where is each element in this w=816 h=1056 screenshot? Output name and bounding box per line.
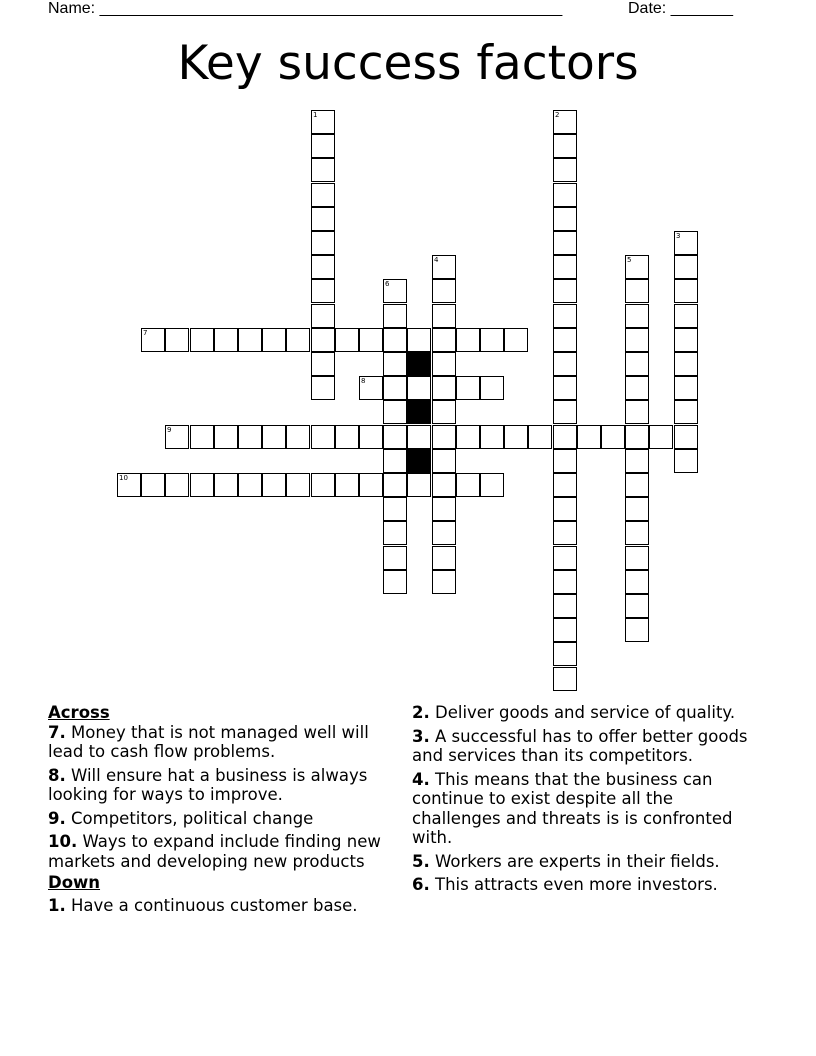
crossword-cell[interactable] (383, 304, 407, 328)
crossword-cell[interactable] (553, 255, 577, 279)
clue-number-label: 9 (167, 426, 172, 434)
crossword-cell[interactable] (432, 546, 456, 570)
crossword-cell[interactable] (335, 473, 359, 497)
crossword-cell[interactable] (553, 134, 577, 158)
crossword-cell[interactable] (432, 279, 456, 303)
across-clue-8 (48, 766, 398, 805)
crossword-cell[interactable] (311, 183, 335, 207)
crossword-cell[interactable] (625, 618, 649, 642)
crossword-cell[interactable] (625, 352, 649, 376)
crossword-cell[interactable] (553, 328, 577, 352)
crossword-cell[interactable] (286, 473, 310, 497)
crossword-cell[interactable] (407, 473, 431, 497)
crossword-cell[interactable] (553, 594, 577, 618)
crossword-cell[interactable] (214, 473, 238, 497)
clue-text: Money that is not managed well will lead to cash flow problems. (48, 722, 369, 761)
across-clue-7 (48, 723, 398, 762)
crossword-cell[interactable] (190, 328, 214, 352)
crossword-cell[interactable] (553, 352, 577, 376)
crossword-cell[interactable] (286, 328, 310, 352)
crossword-cell[interactable] (262, 473, 286, 497)
crossword-cell[interactable] (480, 425, 504, 449)
crossword-cell[interactable] (553, 304, 577, 328)
crossword-cell[interactable] (625, 376, 649, 400)
crossword-cell[interactable] (625, 400, 649, 424)
clue-number-label: 4 (434, 256, 439, 264)
crossword-cell[interactable] (432, 425, 456, 449)
crossword-cell[interactable] (238, 473, 262, 497)
crossword-cell[interactable] (553, 473, 577, 497)
crossword-black-cell (407, 449, 431, 473)
crossword-cell[interactable] (553, 425, 577, 449)
crossword-cell[interactable] (553, 497, 577, 521)
crossword-cell[interactable] (383, 352, 407, 376)
crossword-cell[interactable] (553, 279, 577, 303)
crossword-cell[interactable] (407, 425, 431, 449)
crossword-cell[interactable] (674, 328, 698, 352)
crossword-cell[interactable] (553, 183, 577, 207)
crossword-cell[interactable] (553, 521, 577, 545)
crossword-cell[interactable] (553, 207, 577, 231)
crossword-cell[interactable] (674, 449, 698, 473)
clue-number-label: 5 (627, 256, 632, 264)
crossword-cell[interactable] (553, 400, 577, 424)
crossword-cell[interactable] (311, 134, 335, 158)
crossword-cell[interactable] (432, 376, 456, 400)
crossword-cell[interactable] (432, 497, 456, 521)
down-clue-3 (412, 727, 762, 766)
crossword-cell[interactable] (432, 352, 456, 376)
crossword-cell[interactable] (456, 473, 480, 497)
crossword-cell[interactable] (625, 279, 649, 303)
crossword-cell[interactable] (674, 400, 698, 424)
crossword-cell[interactable] (674, 304, 698, 328)
crossword-black-cell (407, 352, 431, 376)
crossword-cell[interactable] (553, 231, 577, 255)
clue-text: Have a continuous customer base. (71, 895, 358, 915)
crossword-cell[interactable] (553, 642, 577, 666)
crossword-cell[interactable] (504, 425, 528, 449)
clues-right-column (412, 703, 762, 899)
crossword-cell[interactable] (625, 304, 649, 328)
crossword-cell[interactable] (649, 425, 673, 449)
crossword-cell[interactable] (311, 425, 335, 449)
clue-number-label: 2 (555, 111, 560, 119)
crossword-cell[interactable] (262, 328, 286, 352)
crossword-cell[interactable] (625, 570, 649, 594)
crossword-cell[interactable] (238, 328, 262, 352)
crossword-cell[interactable] (674, 255, 698, 279)
crossword-cell[interactable] (553, 618, 577, 642)
crossword-cell[interactable] (359, 425, 383, 449)
down-clue-4 (412, 770, 762, 848)
crossword-cell[interactable] (190, 425, 214, 449)
crossword-cell[interactable] (674, 352, 698, 376)
clue-text: Workers are experts in their fields. (435, 851, 720, 871)
clue-text: A successful has to offer better goods and services than its competitors. (412, 726, 748, 765)
crossword-cell[interactable] (407, 376, 431, 400)
crossword-cell[interactable] (311, 376, 335, 400)
crossword-cell[interactable] (432, 449, 456, 473)
crossword-cell[interactable] (335, 425, 359, 449)
down-clue-2 (412, 703, 762, 723)
clue-text: This attracts even more investors. (435, 875, 718, 894)
crossword-cell[interactable] (625, 449, 649, 473)
crossword-cell[interactable] (311, 352, 335, 376)
crossword-cell[interactable] (456, 328, 480, 352)
clue-number: 8. (48, 765, 66, 785)
crossword-cell[interactable] (383, 521, 407, 545)
clue-number: 2. (412, 703, 430, 722)
crossword-cell[interactable] (311, 473, 335, 497)
crossword-cell[interactable] (311, 158, 335, 182)
clue-number: 5. (412, 851, 430, 871)
crossword-cell[interactable] (625, 328, 649, 352)
crossword-cell[interactable] (311, 207, 335, 231)
crossword-cell[interactable] (577, 425, 601, 449)
crossword-cell[interactable] (480, 473, 504, 497)
down-heading: Down (48, 873, 101, 892)
clue-number: 4. (412, 769, 430, 789)
down-clue-6 (412, 875, 762, 895)
crossword-cell[interactable] (359, 473, 383, 497)
crossword-cell[interactable] (311, 255, 335, 279)
crossword-cell[interactable] (553, 570, 577, 594)
crossword-cell[interactable] (528, 425, 552, 449)
crossword-cell[interactable] (625, 546, 649, 570)
crossword-cell[interactable] (214, 425, 238, 449)
crossword-cell[interactable] (432, 400, 456, 424)
crossword-cell[interactable] (383, 546, 407, 570)
clue-text: Deliver goods and service of quality. (435, 703, 736, 722)
clues-left-column (48, 703, 398, 919)
crossword-cell[interactable] (383, 328, 407, 352)
clue-number-label: 3 (676, 232, 681, 240)
crossword-cell[interactable] (286, 425, 310, 449)
crossword-cell[interactable] (432, 304, 456, 328)
crossword-cell[interactable] (311, 279, 335, 303)
crossword-cell[interactable] (383, 400, 407, 424)
crossword-cell[interactable] (480, 376, 504, 400)
crossword-cell[interactable] (625, 594, 649, 618)
page-title: Key success factors (177, 36, 639, 91)
crossword-cell[interactable] (674, 279, 698, 303)
across-heading: Across (48, 703, 110, 722)
clue-number-label: 8 (361, 377, 366, 385)
crossword-cell[interactable] (432, 328, 456, 352)
crossword-cell[interactable] (432, 473, 456, 497)
clue-text: Competitors, political change (71, 808, 314, 828)
crossword-cell[interactable] (214, 328, 238, 352)
crossword-cell[interactable] (238, 425, 262, 449)
crossword-cell[interactable] (553, 376, 577, 400)
crossword-cell[interactable] (335, 328, 359, 352)
crossword-cell[interactable] (456, 425, 480, 449)
crossword-cell[interactable] (625, 521, 649, 545)
clue-number: 6. (412, 875, 430, 894)
crossword-cell[interactable] (674, 425, 698, 449)
crossword-cell[interactable] (311, 328, 335, 352)
crossword-cell[interactable] (553, 546, 577, 570)
crossword-cell[interactable] (383, 570, 407, 594)
across-clue-10 (48, 832, 398, 871)
crossword-cell[interactable] (383, 473, 407, 497)
clue-number: 3. (412, 726, 430, 746)
crossword-cell[interactable] (553, 667, 577, 691)
crossword-cell[interactable] (553, 158, 577, 182)
crossword-cell[interactable] (674, 376, 698, 400)
clue-text: Will ensure hat a business is always looking for ways to improve. (48, 765, 368, 804)
crossword-cell[interactable] (311, 231, 335, 255)
crossword-cell[interactable] (359, 328, 383, 352)
clue-number-label: 7 (143, 329, 148, 337)
crossword-cell[interactable] (601, 425, 625, 449)
crossword-cell[interactable] (311, 304, 335, 328)
down-clue-1 (48, 896, 398, 916)
date-field-label: Date: _______ (628, 0, 733, 17)
crossword-cell[interactable] (553, 449, 577, 473)
crossword-cell[interactable] (504, 328, 528, 352)
crossword-cell[interactable] (165, 473, 189, 497)
crossword-cell[interactable] (383, 449, 407, 473)
clue-number: 9. (48, 808, 66, 828)
clue-text: This means that the business can continue to exist despite all the challenges and threats is is confronted with. (412, 769, 733, 847)
crossword-cell[interactable] (456, 376, 480, 400)
crossword-cell[interactable] (625, 425, 649, 449)
clue-number: 7. (48, 722, 66, 742)
crossword-cell[interactable] (432, 570, 456, 594)
crossword-cell[interactable] (190, 473, 214, 497)
down-clue-5 (412, 852, 762, 872)
crossword-cell[interactable] (480, 328, 504, 352)
across-clue-9 (48, 809, 398, 829)
clue-number-label: 6 (385, 280, 390, 288)
crossword-cell[interactable] (625, 497, 649, 521)
crossword-cell[interactable] (383, 376, 407, 400)
name-field-label: Name: ____________________________________________________ (48, 0, 563, 17)
crossword-cell[interactable] (141, 473, 165, 497)
crossword-cell[interactable] (625, 473, 649, 497)
crossword-cell[interactable] (165, 328, 189, 352)
crossword-cell[interactable] (383, 425, 407, 449)
crossword-black-cell (407, 400, 431, 424)
clue-text: Ways to expand include finding new markets and developing new products (48, 832, 381, 871)
crossword-cell[interactable] (383, 497, 407, 521)
clue-number: 1. (48, 895, 66, 915)
crossword-cell[interactable] (407, 328, 431, 352)
clue-number: 10. (48, 832, 78, 851)
crossword-cell[interactable] (432, 521, 456, 545)
crossword-cell[interactable] (262, 425, 286, 449)
clue-number-label: 1 (313, 111, 318, 119)
clue-number-label: 10 (119, 474, 128, 482)
